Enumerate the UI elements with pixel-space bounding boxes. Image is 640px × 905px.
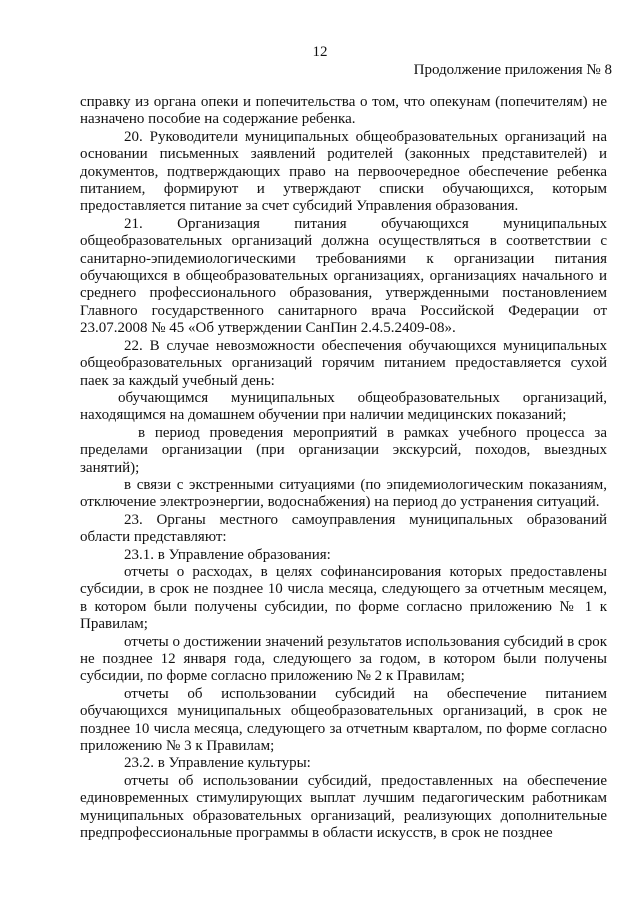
paragraph-list-item: в период проведения мероприятий в рамках учебного процесса за пределами организации (при организации экскурсий, походов, выездных занятий); bbox=[80, 424, 607, 476]
document-body bbox=[80, 94, 607, 842]
paragraph-item-20: 20. Руководители муниципальных общеобразовательных организаций на основании письменных заявлений родителей (законных представителей) и документов, подтверждающих право на первоочередное обеспечение ребенка питанием, формируют и утверждают списки обучающихся, которым предоставляется питание за счет субсидий Управления образования. bbox=[80, 128, 607, 215]
paragraph-list-item: обучающимся муниципальных общеобразовательных организаций, находящимся на домашнем обучении при наличии медицинских показаний; bbox=[80, 389, 607, 424]
paragraph-list-item: отчеты о достижении значений результатов использования субсидий в срок не позднее 12 января года, следующего за годом, в котором были получены субсидии, по форме согласно приложению № 2 к Правилам; bbox=[80, 633, 607, 685]
paragraph-list-item: отчеты об использовании субсидий на обеспечение питанием обучающихся муниципальных общеобразовательных организаций, в срок не позднее 10 числа месяца, следующего за отчетным кварталом, по форме согласно приложению № 3 к Правилам; bbox=[80, 685, 607, 755]
paragraph-list-item: отчеты об использовании субсидий, предоставленных на обеспечение единовременных стимулирующих выплат лучшим педагогическим работникам муниципальных образовательных организаций, реализующих дополнительные предпрофессиональные программы в области искусств, в срок не позднее bbox=[80, 772, 607, 842]
paragraph-item-22: 22. В случае невозможности обеспечения обучающихся муниципальных общеобразовательных организаций горячим питанием предоставляется сухой паек за каждый учебный день: bbox=[80, 337, 607, 389]
page-number: 12 bbox=[312, 44, 328, 60]
appendix-continuation-note: Продолжение приложения № 8 bbox=[413, 62, 612, 78]
paragraph-item-23-2: 23.2. в Управление культуры: bbox=[124, 755, 311, 772]
paragraph-item-23: 23. Органы местного самоуправления муниципальных образований области представляют: bbox=[80, 511, 607, 546]
paragraph-list-item: отчеты о расходах, в целях софинансирования которых предоставлены субсидии, в срок не позднее 10 числа месяца, следующего за отчетным месяцем, в котором были получены субсидии, по форме согласно приложению № 1 к Правилам; bbox=[80, 563, 607, 633]
paragraph-item-23-1: 23.1. в Управление образования: bbox=[124, 546, 331, 563]
paragraph-item-21: 21. Организация питания обучающихся муниципальных общеобразовательных организаций должна осуществляться в соответствии с санитарно-эпидемиологическими требованиями к организации питания обучающихся в общеобразовательных организациях, организациях начального и среднего профессионального образования, утвержденными постановлением Главного государственного санитарного врача Российской Федерации от 23.07.2008 № 45 «Об утверждении СанПин 2.4.5.2409-08». bbox=[80, 215, 607, 337]
paragraph-list-item: в связи с экстренными ситуациями (по эпидемиологическим показаниям, отключение электроэнергии, водоснабжения) на период до устранения ситуаций. bbox=[80, 476, 607, 511]
paragraph: справку из органа опеки и попечительства о том, что опекунам (попечителям) не назначено пособие на содержание ребенка. bbox=[80, 94, 607, 128]
